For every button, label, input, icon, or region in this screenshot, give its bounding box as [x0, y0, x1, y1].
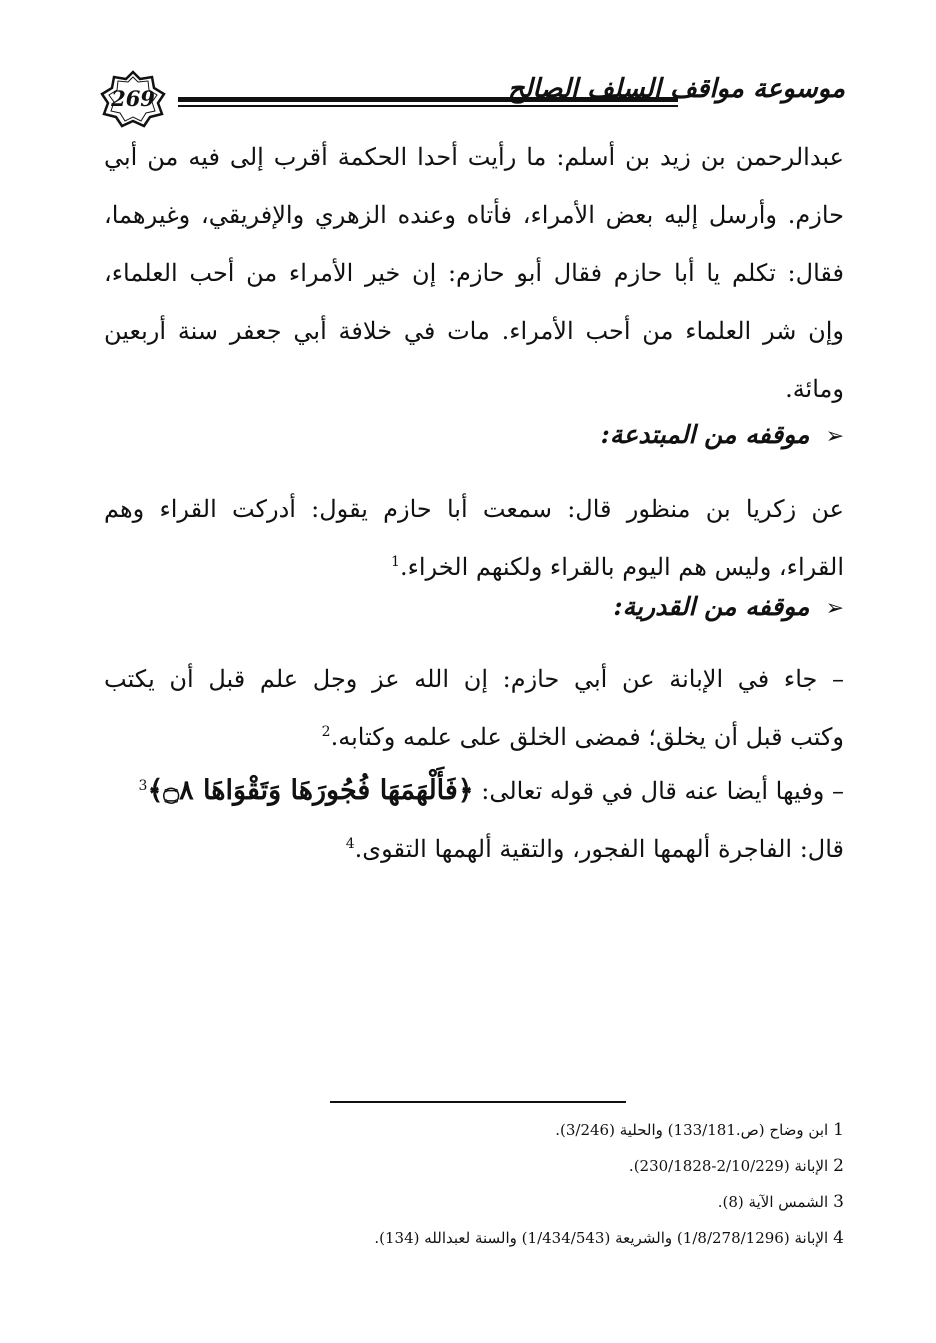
footnote-ref[interactable]: 2: [321, 724, 331, 740]
footnote: [244, 1220, 844, 1256]
arrow-bullet-icon: ➢: [825, 596, 844, 621]
text-line: [104, 708, 844, 766]
section-heading-innovators: [601, 420, 844, 449]
text-segment: قال: الفاجرة ألهمها الفجور، والتقية ألهمها التقوى.: [354, 835, 844, 863]
text-line: وإن شر العلماء من أحب الأمراء. مات في خلافة أبي جعفر سنة أربعين: [104, 317, 844, 345]
text-line: حازم. وأرسل إليه بعض الأمراء، فأتاه وعنده الزهري والإفريقي، وغيرهما،: [104, 201, 844, 229]
heading-text: موقفه من القدرية:: [613, 592, 810, 621]
text-segment: – وفيها أيضا عنه قال في قوله تعالى:: [481, 777, 844, 805]
page-header: [100, 70, 845, 128]
paragraph-qadariyya-2: [104, 762, 844, 878]
footnote-text: الإبانة (2/10/229-230/1828).: [628, 1157, 829, 1175]
paragraph-biography: [104, 128, 844, 418]
text-line: عن زكريا بن منظور قال: سمعت أبا حازم يقول: أدركت القراء وهم: [104, 495, 844, 523]
text-line: عبدالرحمن بن زيد بن أسلم: ما رأيت أحدا الحكمة أقرب إلى فيه من أبي: [104, 143, 844, 171]
series-title: موسوعة مواقف السلف الصالح: [507, 74, 845, 104]
footnote-number: 2: [833, 1156, 844, 1176]
footnote-ref[interactable]: 1: [391, 554, 400, 570]
arrow-bullet-icon: ➢: [825, 424, 844, 449]
page-number-badge: [100, 70, 166, 128]
footnote-number: 4: [833, 1228, 844, 1248]
footnote: [244, 1184, 844, 1220]
text-line: ومائة.: [785, 375, 844, 403]
footnote-number: 3: [833, 1192, 844, 1212]
text-line: [104, 820, 844, 878]
text-line: فقال: تكلم يا أبا حازم فقال أبو حازم: إن خير الأمراء من أحب العلماء،: [104, 259, 844, 287]
footnote: [244, 1112, 844, 1148]
paragraph-innovators: [104, 480, 844, 596]
quran-verse: ﴿فَأَلْهَمَهَا فُجُورَهَا وَتَقْوَاهَا ۝٨﴾: [147, 775, 474, 806]
footnote-text: الإبانة (1/8/278/1296) والشريعة (1/434/543) والسنة لعبدالله (134).: [374, 1229, 829, 1247]
footnote-separator: [330, 1101, 626, 1103]
text-segment: القراء، وليس هم اليوم بالقراء ولكنهم الخراء.: [399, 553, 844, 581]
footnote: [244, 1148, 844, 1184]
footnote-ref[interactable]: 4: [345, 836, 355, 852]
header-rule-thin: [178, 105, 678, 107]
footnote-text: الشمس الآية (8).: [717, 1193, 829, 1211]
text-line: – جاء في الإبانة عن أبي حازم: إن الله عز وجل علم قبل أن يكتب: [104, 665, 844, 693]
footnote-text: ابن وضاح (ص.133/181) والحلية (3/246).: [555, 1121, 829, 1139]
paragraph-qadariyya-1: [104, 650, 844, 766]
text-line: [104, 762, 844, 820]
text-segment: وكتب قبل أن يخلق؛ فمضى الخلق على علمه وكتابه.: [330, 723, 844, 751]
page-number: 269: [111, 86, 155, 111]
heading-text: موقفه من المبتدعة:: [600, 420, 810, 449]
footnote-number: 1: [833, 1120, 844, 1140]
text-line: [104, 538, 844, 596]
footnotes: [244, 1112, 844, 1256]
footnote-ref[interactable]: 3: [138, 778, 148, 794]
section-heading-qadariyya: [613, 592, 844, 621]
